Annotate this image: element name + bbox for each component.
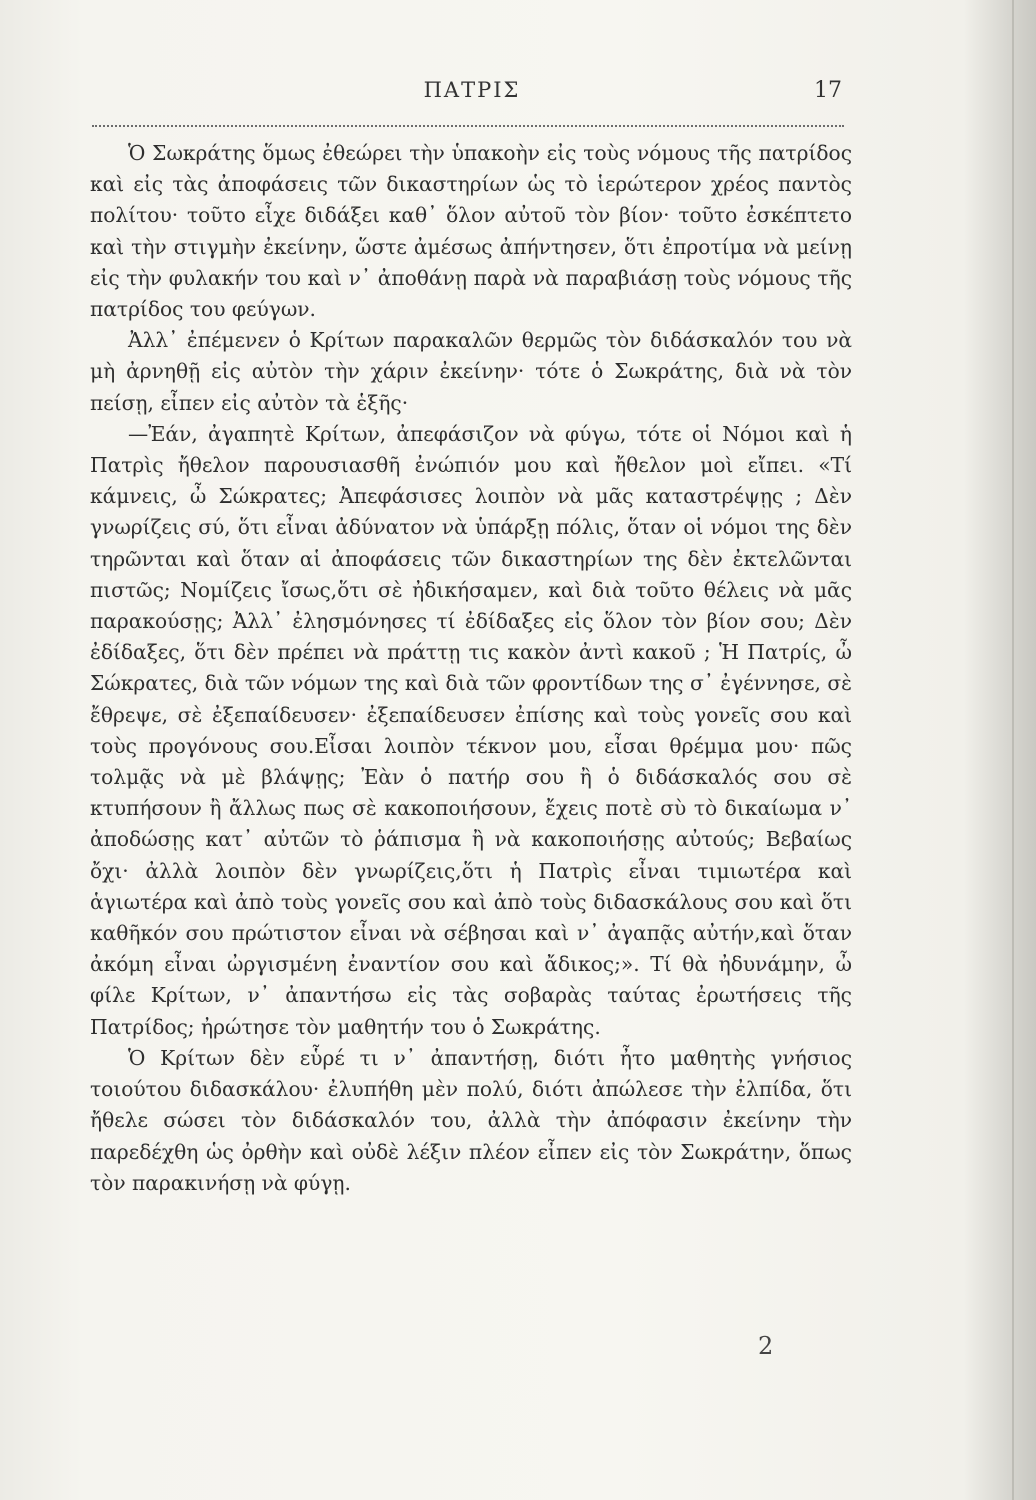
signature-mark: 2 (758, 1332, 774, 1360)
paragraph-4: Ὁ Κρίτων δὲν εὗρέ τι ν᾽ ἀπαντήσῃ, διότι ἦτο μαθητὴς γνήσιος τοιούτου διδασκάλου· ἐλυπήθη μὲν πολύ, διότι ἀπώλεσε τὴν ἐλπίδα, ὅτι ἤθελε σώσει τὸν διδάσκαλόν του, ἀλλὰ τὴν ἀπόφασιν ἐκείνην τὴν παρεδέχθη ὡς ὀρθὴν καὶ οὐδὲ λέξιν πλέον εἶπεν εἰς τὸν Σωκράτην, ὅπως τὸν παρακινήσῃ νὰ φύγῃ. (90, 1045, 852, 1195)
body-text (90, 138, 852, 1199)
page-edge (1012, 0, 1014, 1500)
header-rule (92, 125, 844, 127)
paragraph-1: Ὁ Σωκράτης ὅμως ἐθεώρει τὴν ὑπακοὴν εἰς τοὺς νόμους τῆς πατρίδος καὶ εἰς τὰς ἀποφάσεις τῶν δικαστηρίων ὡς τὸ ἱερώτερον χρέος παντὸς πολίτου· τοῦτο εἶχε διδάξει καθ᾽ ὅλον αὐτοῦ τὸν βίον· τοῦτο ἐσκέπτετο καὶ τὴν στιγμὴν ἐκείνην, ὥστε ἀμέσως ἀπήντησεν, ὅτι ἐπροτίμα νὰ μείνῃ εἰς τὴν φυλακήν του καὶ ν᾽ ἀποθάνῃ παρὰ νὰ παραβιάσῃ τοὺς νόμους τῆς πατρίδος του φεύγων. (90, 141, 852, 322)
page-header (92, 78, 852, 118)
paragraph-3: —Ἐάν, ἀγαπητὲ Κρίτων, ἀπεφάσιζον νὰ φύγω, τότε οἱ Νόμοι καὶ ἡ Πατρὶς ἤθελον παρουσιασθῆ ἐνώπιόν μου καὶ ἤθελον μοὶ εἴπει. «Τί κάμνεις, ὦ Σώκρατες; Ἀπεφάσισες λοιπὸν νὰ μᾶς καταστρέψῃς ; Δὲν γνωρίζεις σύ, ὅτι εἶναι ἀδύνατον νὰ ὑπάρξῃ πόλις, ὅταν οἱ νόμοι της δὲν τηρῶνται καὶ ὅταν αἱ ἀποφάσεις τῶν δικαστηρίων της δὲν ἐκτελῶνται πιστῶς; Νομίζεις ἴσως,ὅτι σὲ ἠδικήσαμεν, καὶ διὰ τοῦτο θέλεις νὰ μᾶς παρακούσῃς; Ἀλλ᾽ ἐλησμόνησες τί ἐδίδαξες εἰς ὅλον τὸν βίον σου; Δὲν ἐδίδαξες, ὅτι δὲν πρέπει νὰ πράττῃ τις κακὸν ἀντὶ κακοῦ ; Ἡ Πατρίς, ὦ Σώκρατες, διὰ τῶν νόμων της καὶ διὰ τῶν φροντίδων της σ᾽ ἐγέννησε, σὲ ἔθρεψε, σὲ ἐξεπαίδευσεν· ἐξεπαίδευσεν ἐπίσης καὶ τοὺς γονεῖς σου καὶ τοὺς προγόνους σου.Εἶσαι λοιπὸν τέκνον μου, εἶσαι θρέμμα μου· πῶς τολμᾷς νὰ μὲ βλάψῃς; Ἐὰν ὁ πατήρ σου ἢ ὁ διδάσκαλός σου σὲ κτυπήσουν ἢ ἄλλως πως σὲ κακοποιήσουν, ἔχεις ποτὲ σὺ τὸ δικαίωμα ν᾽ ἀποδώσῃς κατ᾽ αὐτῶν τὸ ῥάπισμα ἢ νὰ κακοποιήσῃς αὐτούς; Βεβαίως ὄχι· ἀλλὰ λοιπὸν δὲν γνωρίζεις,ὅτι ἡ Πατρὶς εἶναι τιμιωτέρα καὶ ἁγιωτέρα καὶ ἀπὸ τοὺς γονεῖς σου καὶ ἀπὸ τοὺς διδασκάλους σου καὶ ὅτι καθῆκόν σου πρώτιστον εἶναι νὰ σέβησαι καὶ ν᾽ ἀγαπᾷς αὐτήν,καὶ ὅταν ἀκόμη εἶναι ὠργισμένη ἐναντίον σου καὶ ἄδικος;». Τί θὰ ἠδυνάμην, ὦ φίλε Κρίτων, ν᾽ ἀπαντήσω εἰς τὰς σοβαρὰς ταύτας ἐρωτήσεις τῆς Πατρίδος; ἠρώτησε τὸν μαθητήν του ὁ Σωκράτης. (90, 421, 852, 1039)
running-title: ΠΑΤΡΙΣ (423, 78, 521, 102)
page-number: 17 (814, 78, 842, 103)
paragraph-2: Ἀλλ᾽ ἐπέμενεν ὁ Κρίτων παρακαλῶν θερμῶς τὸν διδάσκαλόν του νὰ μὴ ἀρνηθῇ εἰς αὐτὸν τὴν χάριν ἐκείνην· τότε ὁ Σωκράτης, διὰ νὰ τὸν πείσῃ, εἶπεν εἰς αὐτὸν τὰ ἑξῆς· (90, 328, 852, 415)
